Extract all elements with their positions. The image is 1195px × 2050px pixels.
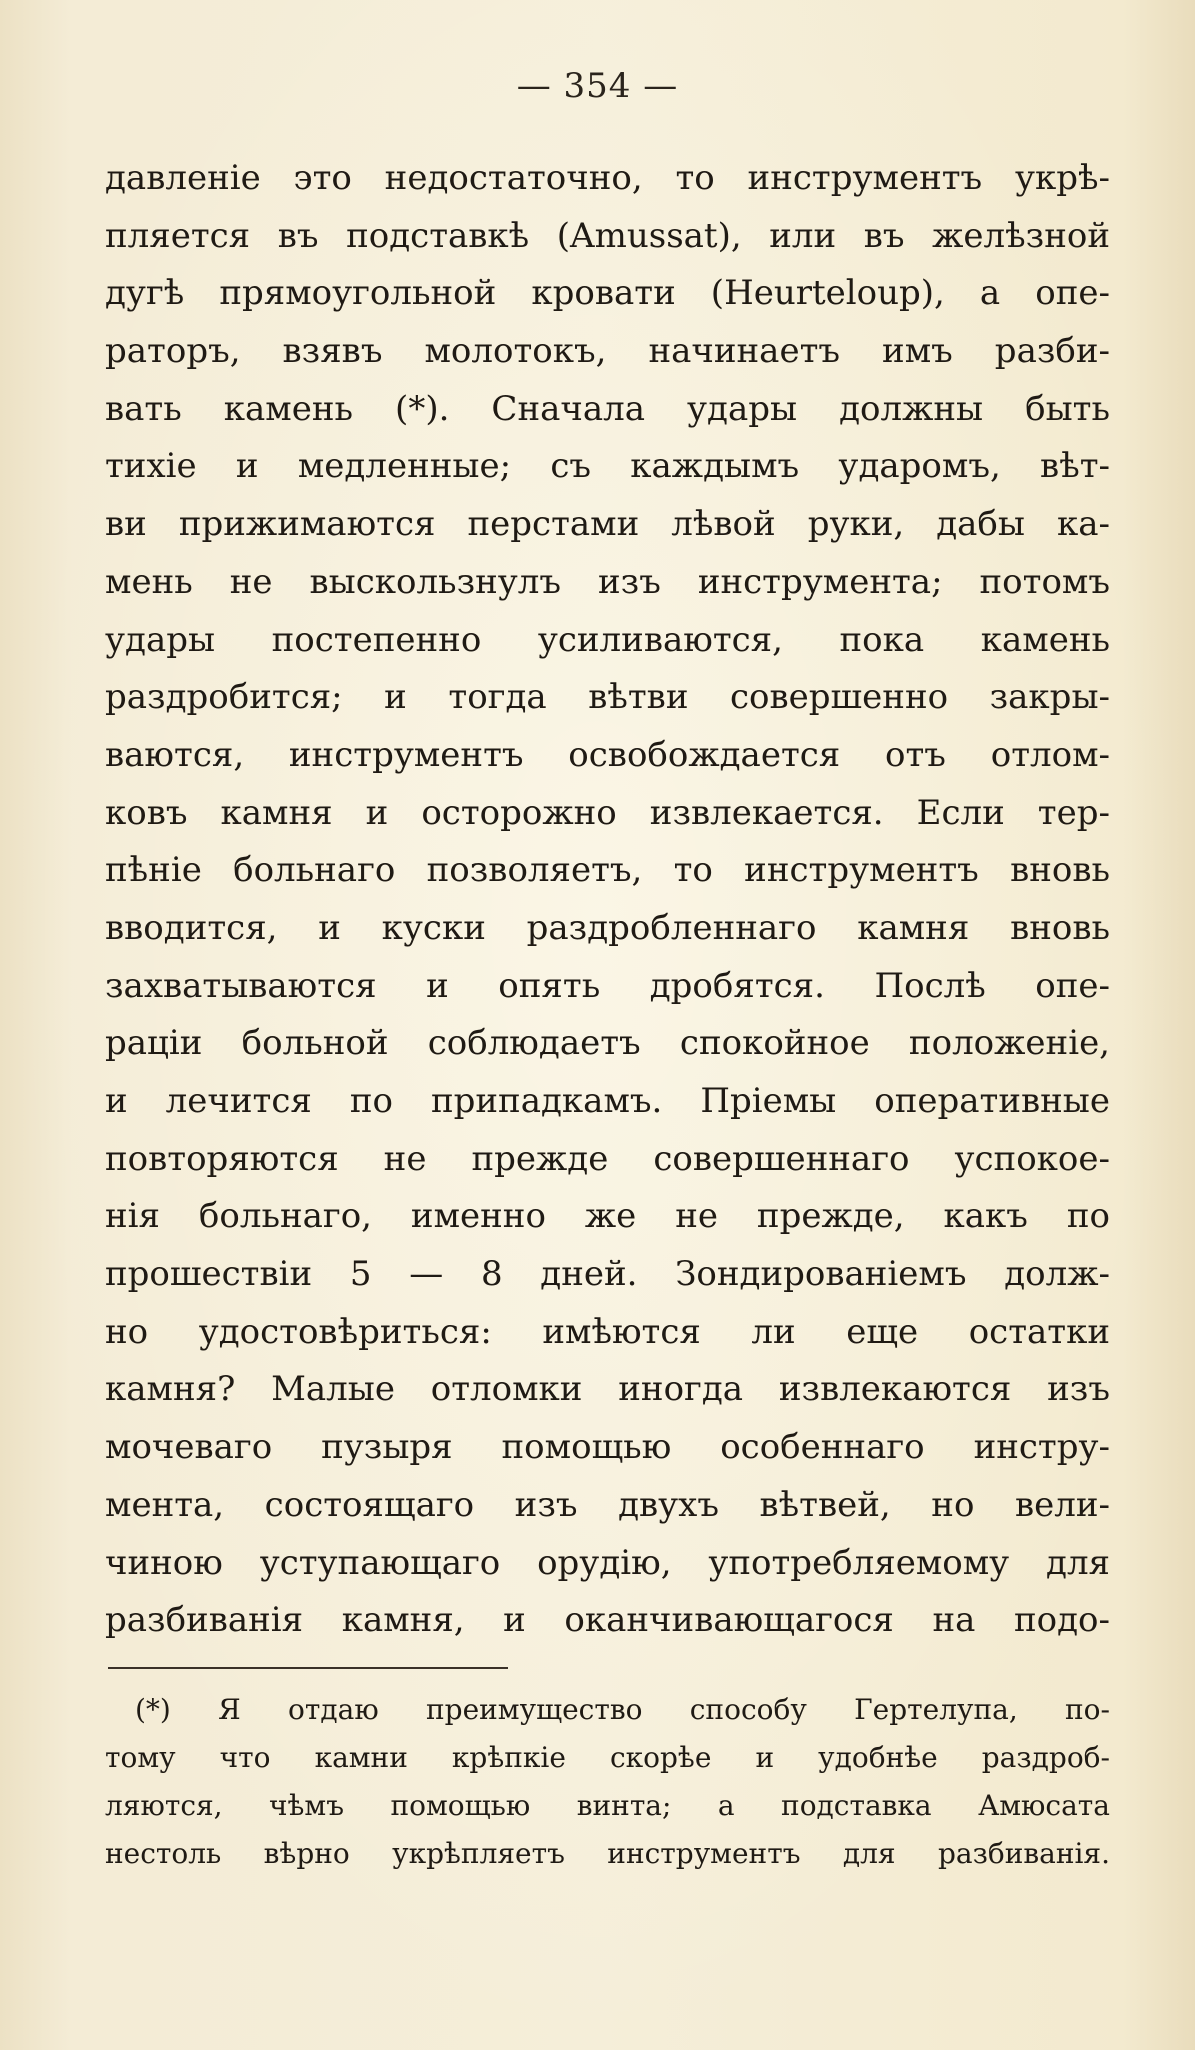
body-line: но удостовѣриться: имѣются ли еще остатки (105, 1311, 1110, 1352)
body-line: и лечится по припадкамъ. Пріемы оперативные (105, 1081, 1110, 1121)
body-line: вать камень (*). Сначала удары должны быть (105, 388, 1110, 429)
footnote-divider (108, 1667, 508, 1669)
body-line: мень не выскользнулъ изъ инструмента; потомъ (105, 561, 1110, 602)
body-line: раціи больной соблюдаетъ спокойное положеніе, (105, 1023, 1110, 1064)
body-line: дугѣ прямоугольной кровати (Heurteloup), а опе- (105, 273, 1110, 314)
body-line: тихіе и медленные; съ каждымъ ударомъ, вѣт- (105, 446, 1110, 487)
body-line: вводится, и куски раздробленнаго камня вновь (105, 907, 1110, 948)
body-line: пляется въ подставкѣ (Amussat), или въ желѣзной (105, 215, 1110, 256)
body-line: мочеваго пузыря помощью особеннаго инстру- (105, 1427, 1110, 1468)
body-line: ковъ камня и осторожно извлекается. Если тер- (105, 792, 1110, 833)
body-line: захватываются и опять дробятся. Послѣ опе- (105, 965, 1110, 1006)
body-text (105, 150, 1110, 1650)
body-line: чиною уступающаго орудію, употребляемому для (105, 1542, 1110, 1583)
page-number: — 354 — (516, 66, 679, 106)
footnote (105, 1686, 1110, 1878)
footnote-line: (*) Я отдаю преимущество способу Гертелупа, по- (135, 1693, 1110, 1726)
body-line: ви прижимаются перстами лѣвой руки, дабы ка- (105, 504, 1110, 545)
body-line: удары постепенно усиливаются, пока камень (105, 619, 1110, 660)
body-line: давленіе это недостаточно, то инструментъ укрѣ- (105, 158, 1110, 198)
body-line: раздробится; и тогда вѣтви совершенно закры- (105, 677, 1110, 718)
body-line: прошествіи 5 — 8 дней. Зондированіемъ долж- (105, 1254, 1110, 1295)
body-line: повторяются не прежде совершеннаго успокое- (105, 1138, 1110, 1179)
footnote-line: тому что камни крѣпкіе скорѣе и удобнѣе раздроб- (105, 1741, 1110, 1774)
body-line: нія больнаго, именно же не прежде, какъ по (105, 1196, 1110, 1237)
body-line: камня? Малые отломки иногда извлекаются изъ (105, 1369, 1110, 1410)
body-line: разбиванія камня, и оканчивающагося на подо- (105, 1600, 1110, 1641)
body-line: мента, состоящаго изъ двухъ вѣтвей, но вели- (105, 1484, 1110, 1525)
body-line: раторъ, взявъ молотокъ, начинаетъ имъ разби- (105, 331, 1110, 372)
footnote-line: нестоль вѣрно укрѣпляетъ инструментъ для разбиванія. (105, 1837, 1110, 1870)
body-line: пѣніе больнаго позволяетъ, то инструментъ вновь (105, 850, 1110, 891)
body-line: ваются, инструментъ освобождается отъ отлом- (105, 734, 1110, 775)
footnote-line: ляются, чѣмъ помощью винта; а подставка Амюсата (105, 1789, 1110, 1822)
